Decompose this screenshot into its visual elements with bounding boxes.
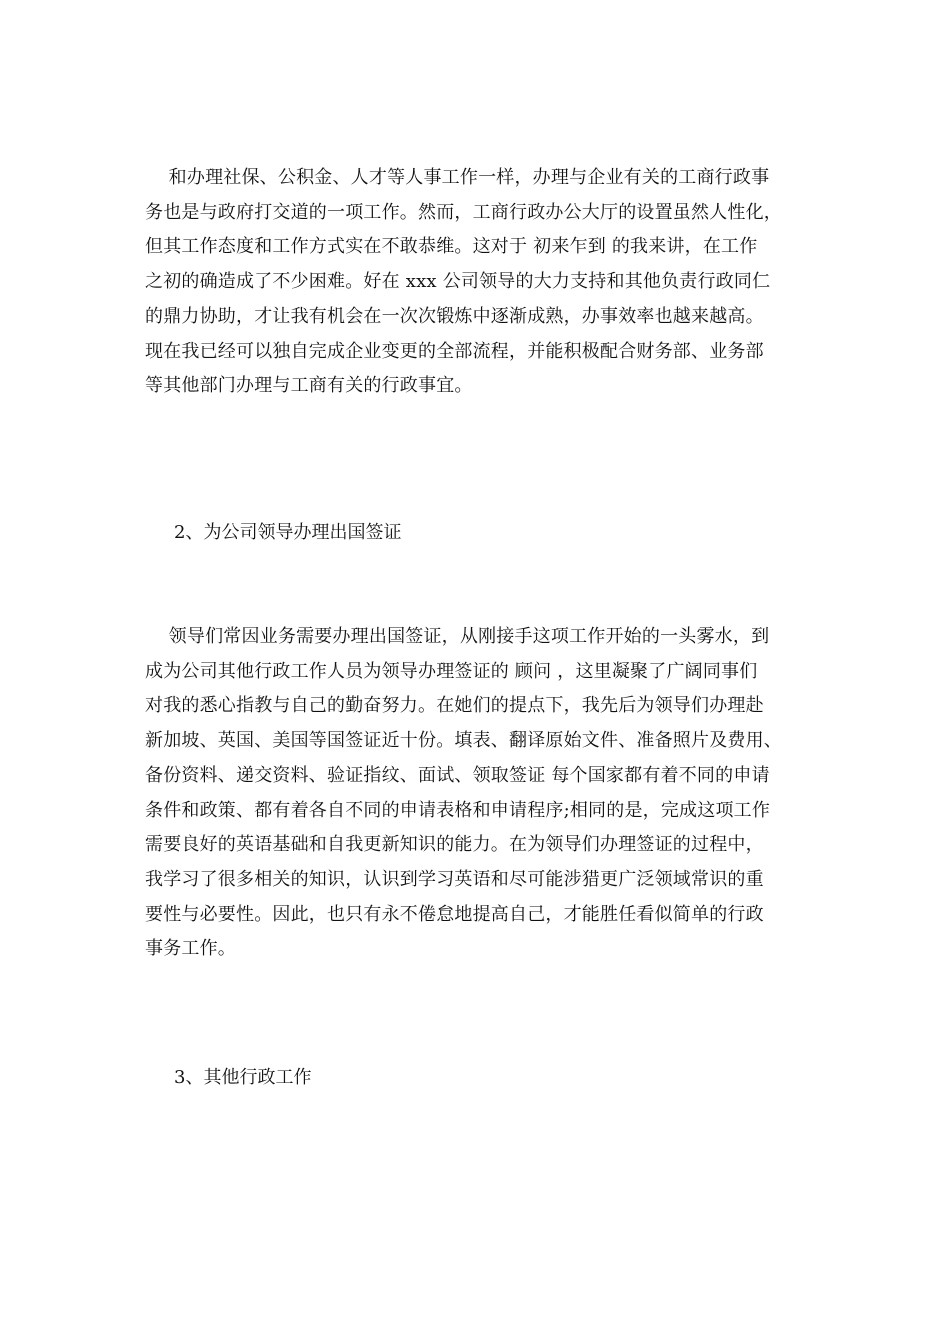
text-line: 要性与必要性。因此，也只有永不倦怠地提高自己，才能胜任看似简单的行政 — [145, 903, 764, 925]
text-line: 成为公司其他行政工作人员为领导办理签证的 顾问 ，这里凝聚了广阔同事们 — [145, 660, 758, 682]
text-line: 等其他部门办理与工商有关的行政事宜。 — [145, 375, 473, 397]
text-line: 和办理社保、公积金、人才等人事工作一样，办理与企业有关的工商行政事 — [145, 167, 770, 188]
text-line: 对我的悉心指教与自己的勤奋努力。在她们的提点下，我先后为领导们办理赴 — [145, 695, 764, 717]
text-line: 但其工作态度和工作方式实在不敢恭维。这对于 初来乍到 的我来讲，在工作 — [145, 236, 758, 258]
text-line: 之初的确造成了不少困难。好在 xxx 公司领导的大力支持和其他负责行政同仁 — [145, 271, 771, 293]
section-heading-visa: 2、为公司领导办理出国签证 — [174, 522, 402, 543]
text-line: 新加坡、英国、美国等国签证近十份。填表、翻译原始文件、准备照片及费用、 — [145, 730, 782, 752]
text-line: 我学习了很多相关的知识，认识到学习英语和尽可能涉猎更广泛领域常识的重 — [145, 868, 764, 890]
section-heading-other-admin: 3、其他行政工作 — [174, 1067, 312, 1088]
paragraph-business-admin — [145, 161, 815, 404]
text-line: 需要良好的英语基础和自我更新知识的能力。在为领导们办理签证的过程中， — [145, 834, 764, 856]
text-line: 现在我已经可以独自完成企业变更的全部流程，并能积极配合财务部、业务部 — [145, 340, 764, 362]
text-line: 备份资料、递交资料、验证指纹、面试、领取签证 每个国家都有着不同的申请 — [145, 764, 770, 786]
text-line: 的鼎力协助，才让我有机会在一次次锻炼中逐渐成熟，办事效率也越来越高。 — [145, 305, 764, 327]
text-line: 务也是与政府打交道的一项工作。然而，工商行政办公大厅的设置虽然人性化， — [145, 201, 782, 223]
text-line: 事务工作。 — [145, 938, 236, 960]
paragraph-visa — [145, 620, 815, 967]
text-line: 条件和政策、都有着各自不同的申请表格和申请程序;相同的是，完成这项工作 — [145, 799, 771, 821]
text-line: 领导们常因业务需要办理出国签证，从刚接手这项工作开始的一头雾水，到 — [145, 626, 770, 647]
